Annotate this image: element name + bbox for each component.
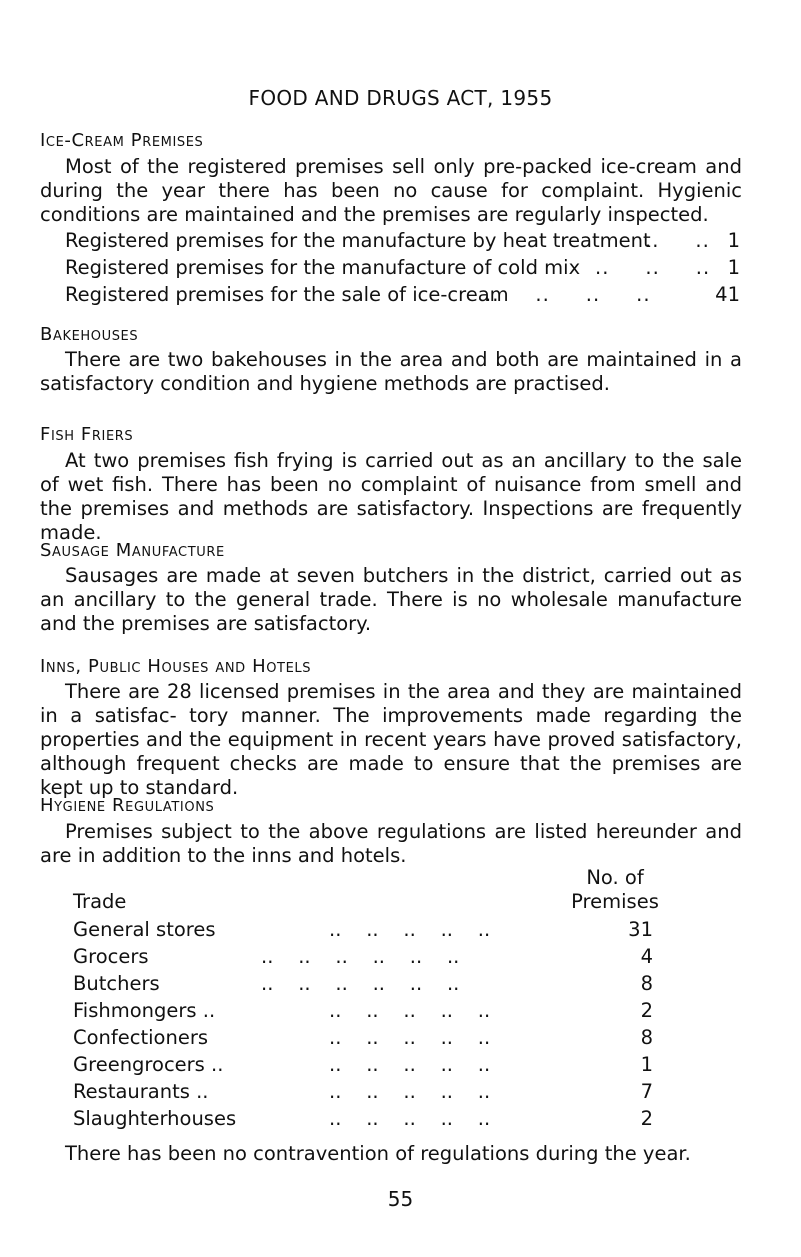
ice-cream-row (65, 256, 740, 282)
trade-label: General stores (73, 918, 216, 941)
heading-sausage: Sausage Manufacture (40, 540, 225, 561)
column-header-trade: Trade (73, 890, 127, 913)
heading-inns: Inns, Public Houses and Hotels (40, 656, 312, 677)
table-row (73, 1053, 653, 1080)
heading-hygiene: Hygiene Regulations (40, 795, 215, 816)
column-header-number (565, 866, 665, 914)
premises-count: 4 (640, 945, 653, 968)
row-label: Registered premises for the manufacture of cold mix (65, 256, 581, 279)
heading-bakehouses: Bakehouses (40, 324, 139, 345)
trade-label: Greengrocers .. (73, 1053, 224, 1076)
heading-ice-cream: Ice-Cream Premises (40, 130, 204, 151)
leader-dots: .. .. .. .. .. (329, 918, 491, 941)
paragraph-hygiene: Premises subject to the above regulations are listed hereunder and are in addition to the inns and hotels. (40, 820, 742, 867)
leader-dots: .. .. .. .. .. (329, 1053, 491, 1076)
leader-dots: .. .. .. .. .. (329, 999, 491, 1022)
table-row (73, 1026, 653, 1053)
row-label: Registered premises for the sale of ice-cream (65, 283, 509, 306)
trade-label: Restaurants .. (73, 1080, 209, 1103)
paragraph-ice-cream: Most of the registered premises sell only pre-packed ice-cream and during the year there has been no cause for complaint. Hygienic conditions are maintained and the premises are regularly inspected. (40, 155, 742, 226)
table-row (73, 1080, 653, 1107)
leader-dots: .. .. .. .. .. (329, 1080, 491, 1103)
column-header-line: No. of (586, 866, 644, 889)
table-row (73, 1107, 653, 1134)
heading-fish-friers: Fish Friers (40, 424, 134, 445)
paragraph-bakehouses: There are two bakehouses in the area and both are maintained in a satisfactory condition and hygiene methods are practised. (40, 348, 742, 395)
table-row (73, 972, 653, 999)
premises-count: 8 (640, 972, 653, 995)
premises-count: 2 (640, 999, 653, 1022)
trade-label: Fishmongers .. (73, 999, 216, 1022)
page-title: FOOD AND DRUGS ACT, 1955 (248, 86, 553, 110)
table-row (73, 918, 653, 945)
leader-dots: .. .. .. .. .. (329, 1026, 491, 1049)
row-value: 1 (727, 256, 740, 279)
row-value: 1 (727, 229, 740, 252)
leader-dots: .. .. .. .. .. .. (261, 945, 460, 968)
leader-dots: .. .. .. .. .. (329, 1107, 491, 1130)
row-label: Registered premises for the manufacture by heat treatment (65, 229, 651, 252)
premises-count: 31 (628, 918, 653, 941)
premises-count: 1 (640, 1053, 653, 1076)
trade-label: Grocers (73, 945, 149, 968)
table-row (73, 945, 653, 972)
paragraph-inns: There are 28 licensed premises in the area and they are maintained in a satisfac- tory manner. The improvements made regarding the properties and the equipment in recent years have proved satisfactory, although frequent checks are made to ensure that the premises are kept up to standard. (40, 680, 742, 799)
column-header-line: Premises (571, 890, 659, 913)
closing-statement: There has been no contravention of regulations during the year. (65, 1142, 691, 1165)
trade-label: Butchers (73, 972, 160, 995)
leader-dots: .. .. (645, 229, 710, 252)
premises-count: 2 (640, 1107, 653, 1130)
leader-dots: .. .. .. .. .. .. (261, 972, 460, 995)
premises-count: 8 (640, 1026, 653, 1049)
premises-count: 7 (640, 1080, 653, 1103)
ice-cream-row (65, 283, 740, 309)
leader-dots: .. .. .. .. (485, 283, 651, 306)
paragraph-sausage: Sausages are made at seven butchers in the district, carried out as an ancillary to the general trade. There is no wholesale manufacture and the premises are satisfactory. (40, 564, 742, 635)
leader-dots: .. .. .. (595, 256, 711, 279)
table-row (73, 999, 653, 1026)
trade-label: Slaughterhouses (73, 1107, 237, 1130)
paragraph-fish-friers: At two premises fish frying is carried out as an ancillary to the sale of wet fish. There has been no complaint of nuisance from smell and the premises and methods are satisfactory. Inspections are frequently made. (40, 449, 742, 544)
page-number: 55 (387, 1187, 414, 1211)
trade-label: Confectioners (73, 1026, 209, 1049)
ice-cream-row (65, 229, 740, 255)
row-value: 41 (715, 283, 740, 306)
